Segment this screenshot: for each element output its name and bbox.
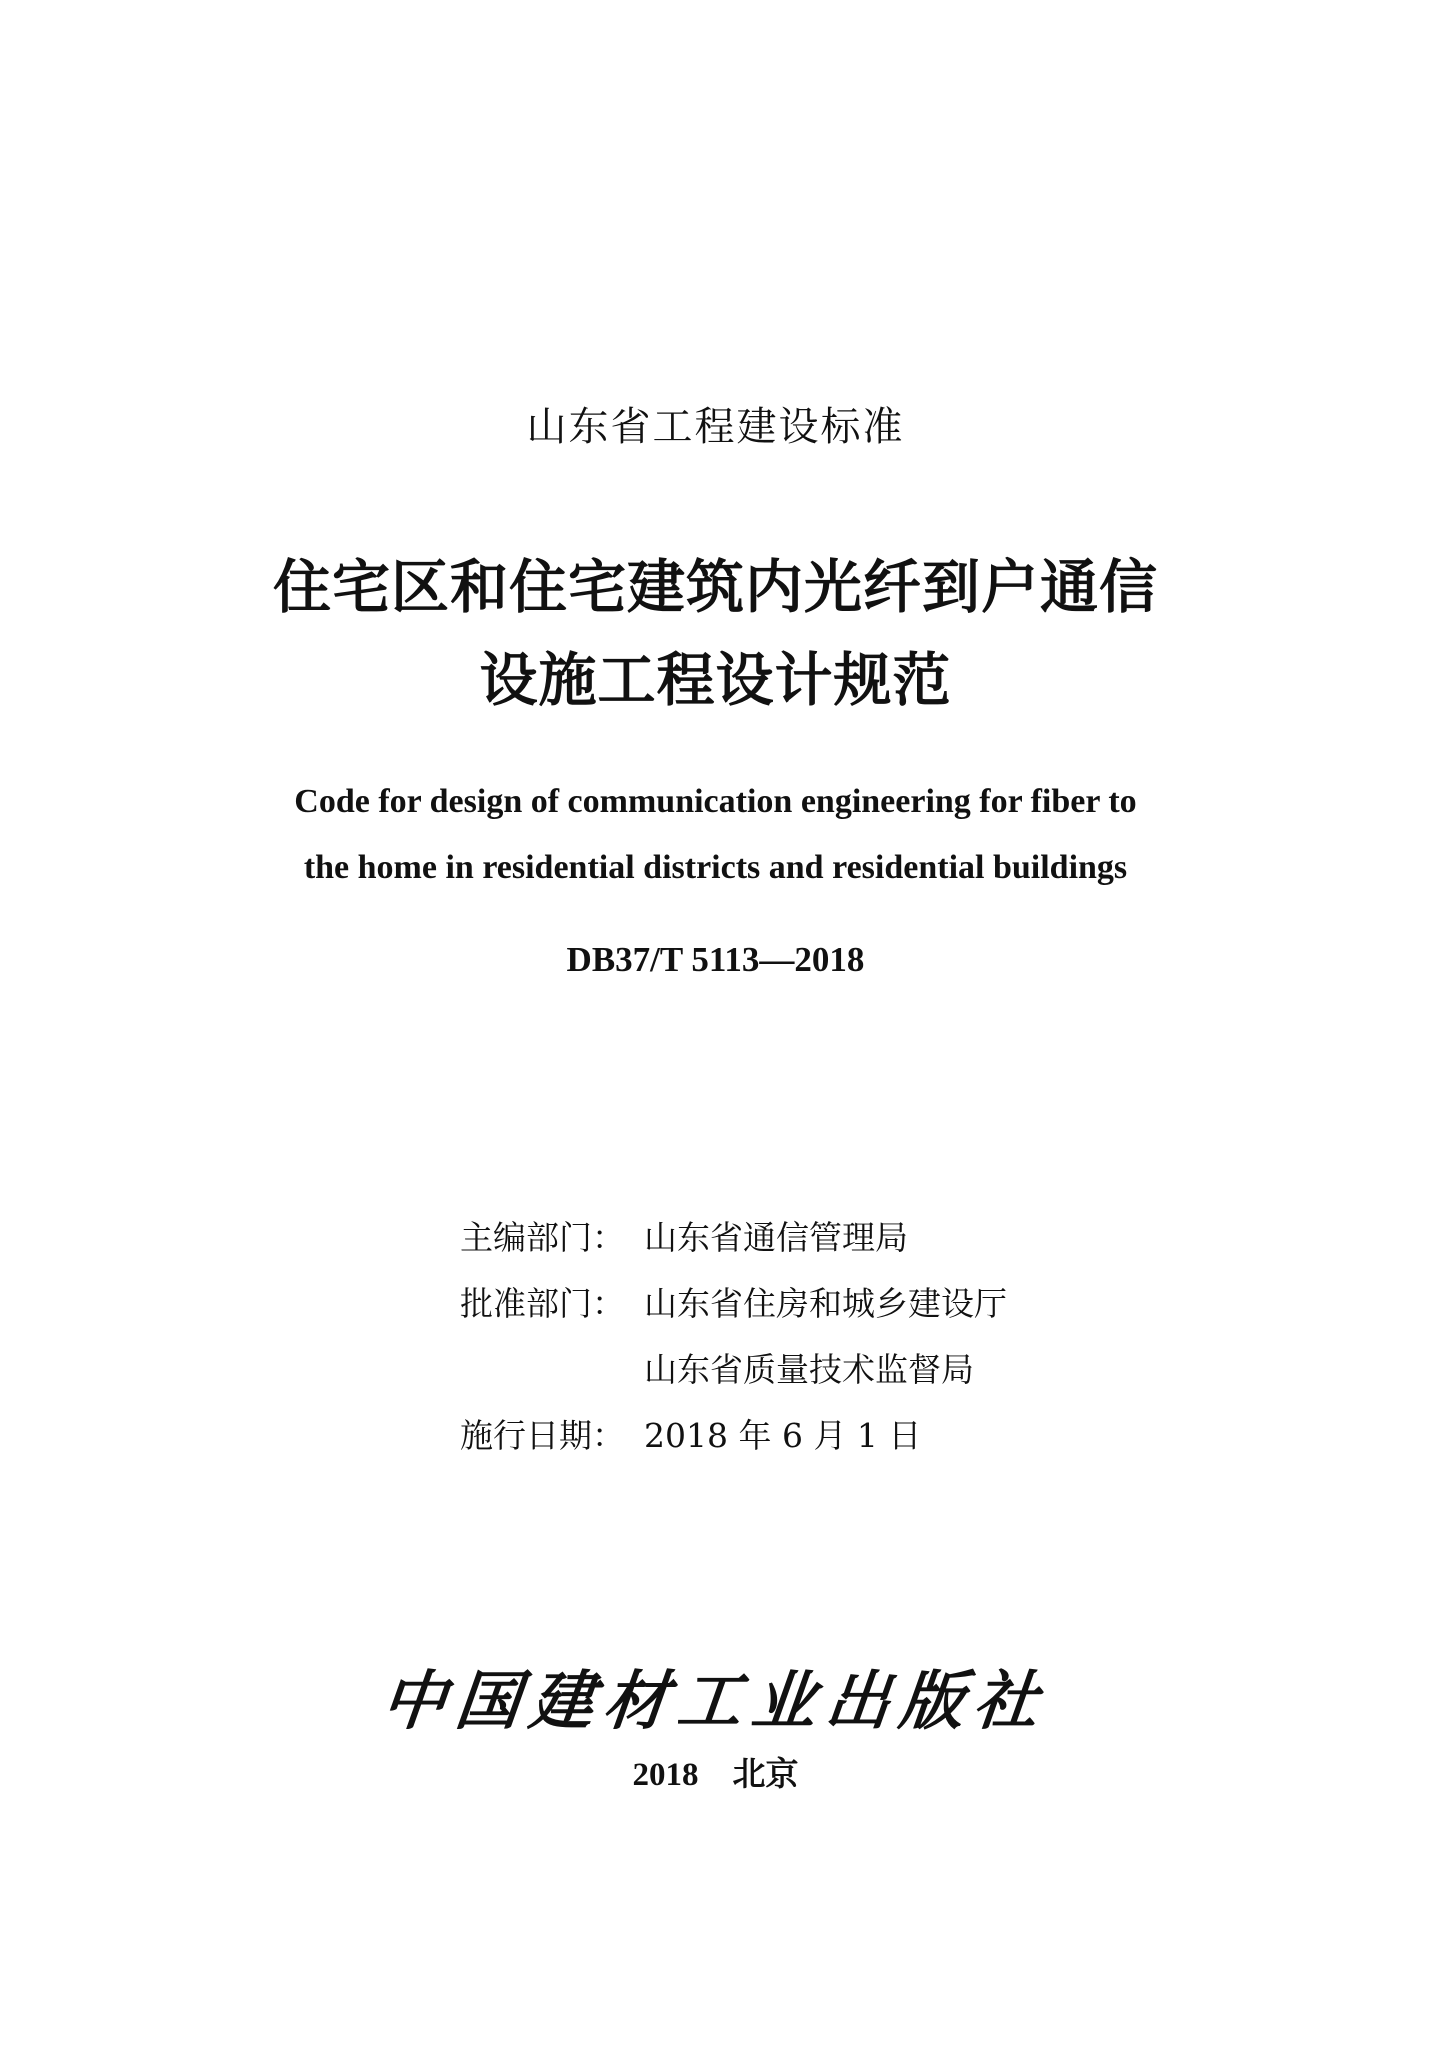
series-title: 山东省工程建设标准 [526,404,905,450]
publication-city: 北京 [732,1757,799,1793]
approval-row [460,1271,1007,1337]
editor-label: 主编部门： [460,1218,625,1257]
approval-value-2: 山东省质量技术监督局 [644,1350,974,1389]
publisher-logo: 中国建材工业出版社 [377,1664,1052,1739]
approval-value-1: 山东省住房和城乡建设厅 [644,1284,1007,1323]
publication-info [460,1205,1007,1469]
english-title-line-2: the home in residential districts and residential buildings [303,849,1128,886]
approval-row-2 [460,1337,1007,1403]
chinese-title-line-1: 住宅区和住宅建筑内光纤到户通信 [272,553,1158,621]
english-title-line-1: Code for design of communication engineering for fiber to [294,783,1137,820]
publication-year: 2018 [632,1757,699,1793]
effective-date-label: 施行日期： [460,1416,625,1455]
publication-footer [0,1748,1431,1795]
effective-date-value: 2018 年 6 月 1 日 [644,1416,922,1455]
effective-date-row [460,1403,1007,1469]
editor-value: 山东省通信管理局 [644,1218,908,1257]
editor-row [460,1205,1007,1271]
standard-code: DB37/T 5113—2018 [566,940,865,979]
approval-label: 批准部门： [460,1284,625,1323]
chinese-title-line-2: 设施工程设计规范 [479,646,952,714]
